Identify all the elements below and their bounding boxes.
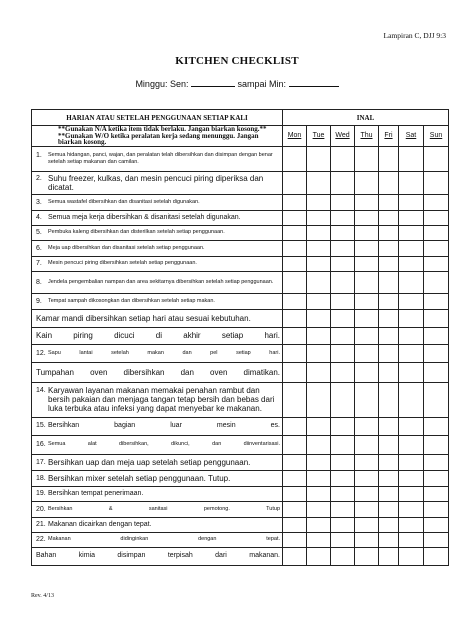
table-row (32, 344, 449, 362)
table-row (32, 382, 449, 417)
task-number: 16. (36, 441, 46, 448)
check-cell-sun[interactable] (424, 210, 449, 225)
check-cell-mon[interactable] (283, 240, 307, 256)
check-cell-mon[interactable] (283, 344, 307, 362)
usage-note (32, 126, 283, 147)
check-cell-tue[interactable] (307, 532, 331, 547)
task-content (32, 174, 282, 192)
check-cell-sun[interactable] (424, 271, 449, 293)
check-cell-sat[interactable] (399, 210, 424, 225)
task-number: 20. (36, 505, 46, 513)
task-cell (32, 225, 283, 240)
check-cell-thu[interactable] (355, 309, 379, 327)
task-cell (32, 486, 283, 501)
check-cell-wed[interactable] (331, 362, 355, 382)
table-row (32, 327, 449, 344)
check-cell-thu[interactable] (355, 547, 379, 565)
check-cell-thu[interactable] (355, 435, 379, 454)
check-cell-wed[interactable] (331, 417, 355, 435)
task-content (32, 279, 282, 286)
check-cell-wed[interactable] (331, 293, 355, 309)
task-number: 9. (36, 297, 42, 305)
task-cell (32, 470, 283, 486)
check-cell-mon[interactable] (283, 309, 307, 327)
task-content (32, 152, 282, 166)
check-cell-sun[interactable] (424, 362, 449, 382)
table-row (32, 194, 449, 210)
check-cell-thu[interactable] (355, 344, 379, 362)
check-cell-fri[interactable] (379, 470, 399, 486)
task-cell (32, 240, 283, 256)
task-cell (32, 417, 283, 435)
task-text: Semua hidangan, panci, wajan, dan peralatan telah dibersihkan dan disimpan dengan benar setelah setiap makanan dan camilan. (48, 151, 273, 165)
check-cell-tue[interactable] (307, 240, 331, 256)
day-header-row (32, 126, 449, 147)
task-cell (32, 501, 283, 517)
week-start-blank[interactable] (191, 78, 235, 87)
check-cell-mon[interactable] (283, 146, 307, 171)
check-cell-sun[interactable] (424, 486, 449, 501)
check-cell-tue[interactable] (307, 256, 331, 271)
task-text: Bersihkan tempat penerimaan. (48, 489, 144, 497)
task-content (32, 298, 282, 305)
check-cell-sun[interactable] (424, 309, 449, 327)
day-tue: Tue (307, 126, 331, 147)
check-cell-sun[interactable] (424, 293, 449, 309)
check-cell-tue[interactable] (307, 309, 331, 327)
check-cell-sun[interactable] (424, 382, 449, 417)
week-end-label: sampai Min: (237, 79, 287, 89)
task-text: Tempat sampah dikosongkan dan dibersihkan setelah setiap makan. (48, 297, 215, 304)
check-cell-mon[interactable] (283, 210, 307, 225)
check-cell-wed[interactable] (331, 225, 355, 240)
check-cell-mon[interactable] (283, 501, 307, 517)
task-text: Makanan didinginkan dengan tepat. (48, 536, 280, 542)
check-cell-fri[interactable] (379, 435, 399, 454)
check-cell-sat[interactable] (399, 327, 424, 344)
check-cell-tue[interactable] (307, 271, 331, 293)
check-cell-sun[interactable] (424, 344, 449, 362)
check-cell-tue[interactable] (307, 146, 331, 171)
check-cell-sat[interactable] (399, 417, 424, 435)
task-cell (32, 344, 283, 362)
check-cell-tue[interactable] (307, 171, 331, 194)
check-cell-wed[interactable] (331, 210, 355, 225)
task-rows (32, 146, 449, 565)
check-cell-sun[interactable] (424, 417, 449, 435)
task-text: Bersihkan uap dan meja uap setelah setiap penggunaan. (48, 457, 251, 467)
task-cell (32, 435, 283, 454)
task-cell (32, 517, 283, 532)
task-cell (32, 327, 283, 344)
task-text: Jendela pengembalian nampan dan area sekitarnya dibersihkan setelah setiap penggunaan. (48, 278, 274, 285)
check-cell-thu[interactable] (355, 486, 379, 501)
task-content (32, 260, 282, 267)
task-number: 2. (36, 174, 42, 182)
task-number: 5. (36, 229, 42, 236)
task-text: Semua wastafel dibersihkan dan disanitasi setelah digunakan. (48, 198, 200, 205)
check-cell-sun[interactable] (424, 146, 449, 171)
check-cell-thu[interactable] (355, 171, 379, 194)
task-content (32, 229, 282, 236)
check-cell-sat[interactable] (399, 382, 424, 417)
table-row (32, 171, 449, 194)
check-cell-sun[interactable] (424, 225, 449, 240)
day-thu: Thu (355, 126, 379, 147)
task-text: Makanan dicairkan dengan tepat. (48, 520, 152, 528)
table-row (32, 547, 449, 565)
task-text: Suhu freezer, kulkas, dan mesin pencuci piring diperiksa dan dicatat. (48, 173, 264, 192)
table-row (32, 454, 449, 470)
check-cell-wed[interactable] (331, 194, 355, 210)
task-text: Sapu lantai setelah makan dan pel setiap hari. (48, 349, 280, 356)
task-cell (32, 146, 283, 171)
checklist-table (31, 109, 449, 566)
check-cell-sat[interactable] (399, 362, 424, 382)
task-text: Kain piring dicuci di akhir setiap hari. (36, 331, 280, 340)
check-cell-mon[interactable] (283, 271, 307, 293)
check-cell-thu[interactable] (355, 271, 379, 293)
week-end-blank[interactable] (289, 78, 339, 87)
usage-note-line1: **Gunakan N/A ketika item tidak berlaku. Jangan biarkan kosong.** (58, 125, 267, 133)
check-cell-thu[interactable] (355, 362, 379, 382)
task-cell (32, 293, 283, 309)
day-sun: Sun (424, 126, 449, 147)
check-cell-sun[interactable] (424, 501, 449, 517)
task-cell (32, 454, 283, 470)
check-cell-wed[interactable] (331, 171, 355, 194)
check-cell-tue[interactable] (307, 517, 331, 532)
check-cell-fri[interactable] (379, 210, 399, 225)
check-cell-thu[interactable] (355, 417, 379, 435)
task-content (32, 506, 282, 513)
check-cell-fri[interactable] (379, 327, 399, 344)
check-cell-fri[interactable] (379, 532, 399, 547)
task-number: 8. (36, 278, 42, 286)
check-cell-thu[interactable] (355, 210, 379, 225)
check-cell-sat[interactable] (399, 240, 424, 256)
check-cell-mon[interactable] (283, 532, 307, 547)
task-content (32, 245, 282, 252)
check-cell-thu[interactable] (355, 327, 379, 344)
check-cell-tue[interactable] (307, 486, 331, 501)
task-content (32, 458, 282, 467)
check-cell-tue[interactable] (307, 382, 331, 417)
check-cell-thu[interactable] (355, 256, 379, 271)
check-cell-mon[interactable] (283, 435, 307, 454)
day-mon: Mon (283, 126, 307, 147)
check-cell-sat[interactable] (399, 435, 424, 454)
check-cell-wed[interactable] (331, 470, 355, 486)
check-cell-wed[interactable] (331, 256, 355, 271)
task-number: 3. (36, 198, 42, 206)
check-cell-mon[interactable] (283, 256, 307, 271)
table-row (32, 293, 449, 309)
check-cell-mon[interactable] (283, 517, 307, 532)
table-row (32, 256, 449, 271)
task-cell (32, 171, 283, 194)
task-cell (32, 382, 283, 417)
check-cell-tue[interactable] (307, 225, 331, 240)
task-text: Pembuka kaleng dibersihkan dan disterilkan setelah setiap penggunaan. (48, 229, 225, 235)
task-content (32, 368, 282, 377)
check-cell-fri[interactable] (379, 547, 399, 565)
check-cell-sat[interactable] (399, 547, 424, 565)
table-row (32, 225, 449, 240)
week-start-label: Minggu: Sen: (135, 79, 189, 89)
task-content (32, 386, 282, 413)
check-cell-fri[interactable] (379, 240, 399, 256)
check-cell-fri[interactable] (379, 362, 399, 382)
check-cell-thu[interactable] (355, 382, 379, 417)
task-content (32, 422, 282, 430)
task-content (32, 474, 282, 483)
check-cell-wed[interactable] (331, 327, 355, 344)
task-text: Bersihkan mixer setelah setiap penggunaan. Tutup. (48, 473, 231, 483)
check-cell-sat[interactable] (399, 454, 424, 470)
check-cell-wed[interactable] (331, 517, 355, 532)
check-cell-tue[interactable] (307, 454, 331, 470)
task-content (32, 214, 282, 222)
check-cell-thu[interactable] (355, 501, 379, 517)
task-text: Tumpahan oven dibersihkan dan oven dimatikan. (36, 367, 280, 377)
check-cell-thu[interactable] (355, 240, 379, 256)
table-row (32, 470, 449, 486)
task-number: 21. (36, 520, 46, 528)
table-row (32, 362, 449, 382)
check-cell-fri[interactable] (379, 293, 399, 309)
check-cell-tue[interactable] (307, 210, 331, 225)
check-cell-fri[interactable] (379, 171, 399, 194)
revision-label: Rev. 4/13 (31, 593, 54, 599)
day-sat: Sat (399, 126, 424, 147)
check-cell-tue[interactable] (307, 327, 331, 344)
table-row (32, 240, 449, 256)
check-cell-tue[interactable] (307, 417, 331, 435)
check-cell-tue[interactable] (307, 547, 331, 565)
check-cell-fri[interactable] (379, 344, 399, 362)
check-cell-sun[interactable] (424, 171, 449, 194)
table-row (32, 532, 449, 547)
check-cell-sat[interactable] (399, 225, 424, 240)
task-cell (32, 362, 283, 382)
task-cell (32, 194, 283, 210)
task-text: Meja uap dibersihkan dan disanitasi setelah setiap penggunaan. (48, 244, 205, 251)
check-cell-wed[interactable] (331, 435, 355, 454)
check-cell-thu[interactable] (355, 146, 379, 171)
check-cell-mon[interactable] (283, 225, 307, 240)
check-cell-mon[interactable] (283, 417, 307, 435)
task-content (32, 490, 282, 498)
check-cell-tue[interactable] (307, 470, 331, 486)
task-cell (32, 210, 283, 225)
check-cell-fri[interactable] (379, 501, 399, 517)
task-cell (32, 271, 283, 293)
check-cell-thu[interactable] (355, 225, 379, 240)
check-cell-wed[interactable] (331, 501, 355, 517)
check-cell-wed[interactable] (331, 382, 355, 417)
table-row (32, 309, 449, 327)
check-cell-sat[interactable] (399, 470, 424, 486)
check-cell-wed[interactable] (331, 344, 355, 362)
check-cell-tue[interactable] (307, 194, 331, 210)
task-text: Karyawan layanan makanan memakai penahan rambut dan bersih pakaian dan menjaga tangan tetap bersih dan bebas dari luka terbuka atau infeksi yang dapat menyebar ke makanan. (48, 386, 275, 413)
check-cell-thu[interactable] (355, 293, 379, 309)
check-cell-thu[interactable] (355, 194, 379, 210)
check-cell-sun[interactable] (424, 470, 449, 486)
check-cell-wed[interactable] (331, 240, 355, 256)
inal-heading: INAL (283, 110, 449, 126)
check-cell-sun[interactable] (424, 240, 449, 256)
check-cell-fri[interactable] (379, 256, 399, 271)
check-cell-sat[interactable] (399, 194, 424, 210)
check-cell-tue[interactable] (307, 435, 331, 454)
check-cell-mon[interactable] (283, 362, 307, 382)
task-cell (32, 309, 283, 327)
check-cell-fri[interactable] (379, 454, 399, 470)
check-cell-tue[interactable] (307, 501, 331, 517)
check-cell-fri[interactable] (379, 486, 399, 501)
check-cell-wed[interactable] (331, 271, 355, 293)
week-line (0, 78, 474, 89)
check-cell-sat[interactable] (399, 271, 424, 293)
task-text: Mesin pencuci piring dibersihkan setelah setiap penggunaan. (48, 260, 197, 266)
task-number: 1. (36, 151, 42, 159)
task-text: Semua alat dibersihkan, dikunci, dan diinventarisasi. (48, 441, 280, 447)
check-cell-wed[interactable] (331, 486, 355, 501)
table-row (32, 271, 449, 293)
check-cell-mon[interactable] (283, 382, 307, 417)
check-cell-fri[interactable] (379, 271, 399, 293)
check-cell-fri[interactable] (379, 417, 399, 435)
check-cell-fri[interactable] (379, 517, 399, 532)
check-cell-sat[interactable] (399, 501, 424, 517)
task-content (32, 350, 282, 357)
table-row (32, 501, 449, 517)
task-content (32, 521, 282, 529)
check-cell-wed[interactable] (331, 532, 355, 547)
check-cell-sat[interactable] (399, 517, 424, 532)
task-number: 7. (36, 260, 42, 267)
check-cell-mon[interactable] (283, 327, 307, 344)
task-number: 22. (36, 536, 46, 543)
check-cell-mon[interactable] (283, 454, 307, 470)
check-cell-sat[interactable] (399, 486, 424, 501)
task-content (32, 331, 282, 340)
check-cell-sat[interactable] (399, 309, 424, 327)
check-cell-mon[interactable] (283, 486, 307, 501)
task-number: 12. (36, 349, 46, 357)
check-cell-mon[interactable] (283, 470, 307, 486)
check-cell-sun[interactable] (424, 256, 449, 271)
check-cell-sun[interactable] (424, 194, 449, 210)
task-content (32, 536, 282, 543)
check-cell-thu[interactable] (355, 454, 379, 470)
check-cell-sat[interactable] (399, 344, 424, 362)
task-text: Kamar mandi dibersihkan setiap hari atau sesuai kebutuhan. (36, 313, 251, 323)
check-cell-sat[interactable] (399, 293, 424, 309)
check-cell-sat[interactable] (399, 256, 424, 271)
table-row (32, 210, 449, 225)
task-number: 4. (36, 213, 42, 221)
group-heading: HARIAN ATAU SETELAH PENGGUNAAN SETIAP KALI (32, 110, 283, 126)
task-cell (32, 256, 283, 271)
day-fri: Fri (379, 126, 399, 147)
check-cell-sun[interactable] (424, 435, 449, 454)
task-number: 15. (36, 422, 46, 429)
task-text: Bersihkan bagian luar mesin es. (48, 422, 280, 429)
table-row (32, 435, 449, 454)
task-text: Semua meja kerja dibersihkan & disanitasi setelah digunakan. (48, 213, 241, 221)
task-content (32, 441, 282, 448)
check-cell-mon[interactable] (283, 194, 307, 210)
check-cell-wed[interactable] (331, 146, 355, 171)
table-row (32, 486, 449, 501)
check-cell-wed[interactable] (331, 547, 355, 565)
task-content (32, 552, 282, 560)
check-cell-fri[interactable] (379, 146, 399, 171)
page-title: KITCHEN CHECKLIST (175, 55, 299, 67)
check-cell-mon[interactable] (283, 171, 307, 194)
task-number: 19. (36, 489, 46, 497)
task-number: 14. (36, 387, 46, 394)
check-cell-sun[interactable] (424, 327, 449, 344)
check-cell-sat[interactable] (399, 532, 424, 547)
check-cell-sun[interactable] (424, 547, 449, 565)
check-cell-tue[interactable] (307, 293, 331, 309)
check-cell-mon[interactable] (283, 547, 307, 565)
check-cell-sat[interactable] (399, 171, 424, 194)
check-cell-fri[interactable] (379, 225, 399, 240)
task-number: 18. (36, 474, 46, 482)
check-cell-thu[interactable] (355, 470, 379, 486)
check-cell-sun[interactable] (424, 454, 449, 470)
check-cell-tue[interactable] (307, 344, 331, 362)
table-row (32, 417, 449, 435)
check-cell-sat[interactable] (399, 146, 424, 171)
check-cell-fri[interactable] (379, 382, 399, 417)
table-row (32, 517, 449, 532)
check-cell-wed[interactable] (331, 454, 355, 470)
check-cell-sun[interactable] (424, 532, 449, 547)
table-header-row (32, 110, 449, 126)
task-content (32, 314, 282, 323)
check-cell-sun[interactable] (424, 517, 449, 532)
check-cell-thu[interactable] (355, 532, 379, 547)
check-cell-mon[interactable] (283, 293, 307, 309)
task-number: 17. (36, 458, 46, 466)
task-text: Bersihkan & sanitasi pemotong. Tutup (48, 505, 280, 512)
check-cell-fri[interactable] (379, 309, 399, 327)
check-cell-tue[interactable] (307, 362, 331, 382)
task-cell (32, 532, 283, 547)
day-wed: Wed (331, 126, 355, 147)
check-cell-thu[interactable] (355, 517, 379, 532)
table-row (32, 146, 449, 171)
task-text: Bahan kimia disimpan terpisah dari makanan. (36, 552, 280, 559)
check-cell-fri[interactable] (379, 194, 399, 210)
task-number: 6. (36, 244, 42, 252)
task-cell (32, 547, 283, 565)
task-content (32, 199, 282, 206)
check-cell-wed[interactable] (331, 309, 355, 327)
document-reference: Lampiran C, DJJ 9:3 (383, 31, 446, 40)
usage-note-line2: **Gunakan W/O ketika peralatan kerja sedang menunggu. Jangan biarkan kosong. (58, 131, 259, 146)
